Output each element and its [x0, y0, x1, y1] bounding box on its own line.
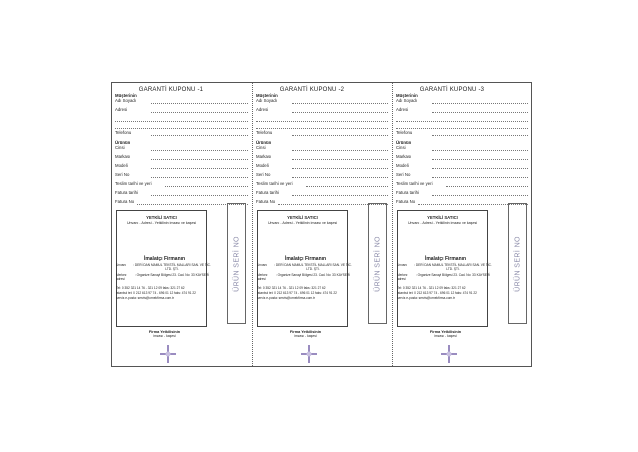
delivery-label: Teslim tarihi ve yeri: [256, 181, 293, 186]
type-label: Cinsi: [396, 145, 406, 150]
address-line-2[interactable]: [256, 116, 388, 123]
invoice-no-label: Fatura No: [115, 199, 135, 204]
brand-label: Markası: [396, 154, 412, 159]
signature-title: Firma Yetkilisinin: [429, 330, 462, 334]
maker-title: İmalatçı Firmanın: [143, 256, 186, 262]
name-field[interactable]: [256, 98, 388, 105]
name-label: Adı Soyadı: [256, 98, 278, 103]
delivery-label: Teslim tarihi ve yeri: [396, 181, 433, 186]
name-field[interactable]: [396, 98, 528, 105]
type-field[interactable]: [396, 145, 528, 152]
warranty-coupon-1: [112, 83, 252, 366]
dealer-subtitle: Unvanı - Adresi - Yetkilinin imzası ve kaşesi: [126, 221, 197, 225]
delivery-field[interactable]: [115, 181, 248, 188]
invoice-no-label: Fatura No: [256, 199, 276, 204]
maker-signature-block: [116, 330, 213, 338]
warranty-coupon-3: [392, 83, 532, 366]
type-field[interactable]: [256, 145, 388, 152]
model-label: Modeli: [256, 163, 269, 168]
maker-title-value: : DERİ DAN MAMUL TEKSTİL MALLARI SAN. VE TİC. LTD. ŞTİ.: [414, 263, 492, 271]
invoice-date-label: Fatura tarihi: [256, 190, 279, 195]
coupon-title: GARANTİ KUPONU -1: [138, 87, 204, 93]
invoice-date-label: Fatura tarihi: [396, 190, 419, 195]
dealer-subtitle: Unvanı - Adresi - Yetkilinin imzası ve kaşesi: [267, 221, 338, 225]
model-label: Modeli: [396, 163, 409, 168]
customer-section-label: Müşterinin: [256, 93, 278, 98]
type-field[interactable]: [115, 145, 248, 152]
address-field[interactable]: [256, 107, 388, 114]
maker-istanbul-tel: İstanbul tel: 0 212 613 97 74 - 696 01 12 faks: 474 91 22: [397, 291, 477, 295]
product-serial-box: [368, 203, 387, 324]
maker-address-value: : Organize Sanayi Bölgesi 23. Cad. No: 33 KAYSERİ: [134, 273, 210, 277]
address-line-3[interactable]: [115, 123, 248, 130]
signature-subtitle: imzası - kaşesi: [294, 334, 317, 338]
model-field[interactable]: [396, 163, 528, 170]
maker-title-value: : DERİ DAN MAMUL TEKSTİL MALLARI SAN. VE TİC. LTD. ŞTİ.: [133, 263, 211, 271]
maker-address-row: [397, 273, 497, 281]
delivery-field[interactable]: [396, 181, 528, 188]
product-section-label: Ürünün: [396, 140, 412, 145]
maker-signature-block: [397, 330, 494, 338]
maker-tel-fax: Tel: 0 352 321 14 76 - 321 12 09 faks: 321 27 62: [116, 286, 185, 290]
product-serial-label: ÜRÜN SERİ NO: [233, 235, 240, 292]
customer-section-label: Müşterinin: [396, 93, 418, 98]
dealer-subtitle: Unvanı - Adresi - Yetkilinin imzası ve kaşesi: [407, 221, 478, 225]
brand-label: Markası: [256, 154, 272, 159]
maker-address-row: [257, 273, 357, 281]
serial-no-field[interactable]: [115, 172, 248, 179]
address-field[interactable]: [396, 107, 528, 114]
product-section-label: Ürünün: [256, 140, 272, 145]
maker-address-value: : Organize Sanayi Bölgesi 23. Cad. No: 33 KAYSERİ: [275, 273, 351, 277]
warranty-coupon-2: [252, 83, 392, 366]
signature-subtitle: imzası - kaşesi: [434, 334, 457, 338]
address-line-3[interactable]: [396, 123, 528, 130]
serial-no-label: Seri No: [115, 172, 130, 177]
maker-title-value: : DERİ DAN MAMUL TEKSTİL MALLARI SAN. VE TİC. LTD. ŞTİ.: [274, 263, 352, 271]
phone-label: Telefonu: [115, 130, 132, 135]
delivery-field[interactable]: [256, 181, 388, 188]
maker-istanbul-tel: İstanbul tel: 0 212 613 97 74 - 696 01 12 faks: 474 91 22: [257, 291, 337, 295]
product-serial-box: [227, 203, 246, 324]
maker-title-row: [257, 263, 357, 271]
cross-logo-icon: [160, 345, 176, 363]
address-line-2[interactable]: [396, 116, 528, 123]
serial-no-field[interactable]: [396, 172, 528, 179]
serial-no-label: Seri No: [396, 172, 411, 177]
maker-title: İmalatçı Firmanın: [284, 256, 327, 262]
signature-title: Firma Yetkilisinin: [289, 330, 322, 334]
serial-no-label: Seri No: [256, 172, 271, 177]
maker-title-row: [397, 263, 497, 271]
serial-no-field[interactable]: [256, 172, 388, 179]
phone-field[interactable]: [396, 130, 528, 137]
maker-address-value: : Organize Sanayi Bölgesi 23. Cad. No: 33 KAYSERİ: [415, 273, 491, 277]
type-label: Cinsi: [115, 145, 125, 150]
phone-label: Telefonu: [396, 130, 413, 135]
invoice-date-field[interactable]: [115, 190, 248, 197]
address-label: Adresi: [396, 107, 409, 112]
address-line-2[interactable]: [115, 116, 248, 123]
maker-email: servis e-posta: servis@ornekfirma.com.tr: [116, 296, 174, 300]
maker-title-key: Unvanı: [257, 263, 268, 267]
name-field[interactable]: [115, 98, 248, 105]
brand-field[interactable]: [115, 154, 248, 161]
address-label: Adresi: [256, 107, 269, 112]
signature-title: Firma Yetkilisinin: [148, 330, 181, 334]
maker-istanbul-tel: İstanbul tel: 0 212 613 97 74 - 696 01 12 faks: 474 91 22: [116, 291, 196, 295]
invoice-no-label: Fatura No: [396, 199, 416, 204]
maker-title-key: Unvanı: [397, 263, 408, 267]
maker-tel-fax: Tel: 0 352 321 14 76 - 321 12 09 faks: 321 27 62: [257, 286, 326, 290]
maker-address-key: Merkez adresi: [257, 273, 268, 281]
coupon-title: GARANTİ KUPONU -3: [419, 87, 485, 93]
brand-field[interactable]: [256, 154, 388, 161]
maker-title-key: Unvanı: [116, 263, 127, 267]
maker-tel-fax: Tel: 0 352 321 14 76 - 321 12 09 faks: 321 27 62: [397, 286, 466, 290]
model-field[interactable]: [256, 163, 388, 170]
maker-title-row: [116, 263, 216, 271]
product-serial-label: ÜRÜN SERİ NO: [374, 235, 381, 292]
name-label: Adı Soyadı: [396, 98, 418, 103]
product-serial-box: [508, 203, 527, 324]
type-label: Cinsi: [256, 145, 266, 150]
phone-field[interactable]: [115, 130, 248, 137]
dealer-title: YETKİLİ SATICI: [287, 215, 318, 220]
phone-field[interactable]: [256, 130, 388, 137]
coupon-title: GARANTİ KUPONU -2: [279, 87, 345, 93]
customer-section-label: Müşterinin: [115, 93, 137, 98]
product-serial-label: ÜRÜN SERİ NO: [514, 235, 521, 292]
delivery-label: Teslim tarihi ve yeri: [115, 181, 152, 186]
model-field[interactable]: [115, 163, 248, 170]
invoice-date-field[interactable]: [396, 190, 528, 197]
dealer-title: YETKİLİ SATICI: [427, 215, 458, 220]
cross-logo-icon: [441, 345, 457, 363]
maker-address-key: Merkez adresi: [116, 273, 127, 281]
invoice-date-field[interactable]: [256, 190, 388, 197]
invoice-date-label: Fatura tarihi: [115, 190, 138, 195]
warranty-sheet: [111, 82, 532, 367]
maker-address-row: [116, 273, 216, 281]
name-label: Adı Soyadı: [115, 98, 137, 103]
brand-label: Markası: [115, 154, 131, 159]
cross-logo-icon: [301, 345, 317, 363]
dealer-title: YETKİLİ SATICI: [146, 215, 177, 220]
address-field[interactable]: [115, 107, 248, 114]
maker-address-key: Merkez adresi: [397, 273, 408, 281]
maker-title: İmalatçı Firmanın: [424, 256, 467, 262]
phone-label: Telefonu: [256, 130, 273, 135]
brand-field[interactable]: [396, 154, 528, 161]
model-label: Modeli: [115, 163, 128, 168]
signature-subtitle: imzası - kaşesi: [153, 334, 176, 338]
address-label: Adresi: [115, 107, 128, 112]
product-section-label: Ürünün: [115, 140, 131, 145]
maker-email: servis e-posta: servis@ornekfirma.com.tr: [397, 296, 455, 300]
maker-signature-block: [257, 330, 354, 338]
address-line-3[interactable]: [256, 123, 388, 130]
maker-email: servis e-posta: servis@ornekfirma.com.tr: [257, 296, 315, 300]
